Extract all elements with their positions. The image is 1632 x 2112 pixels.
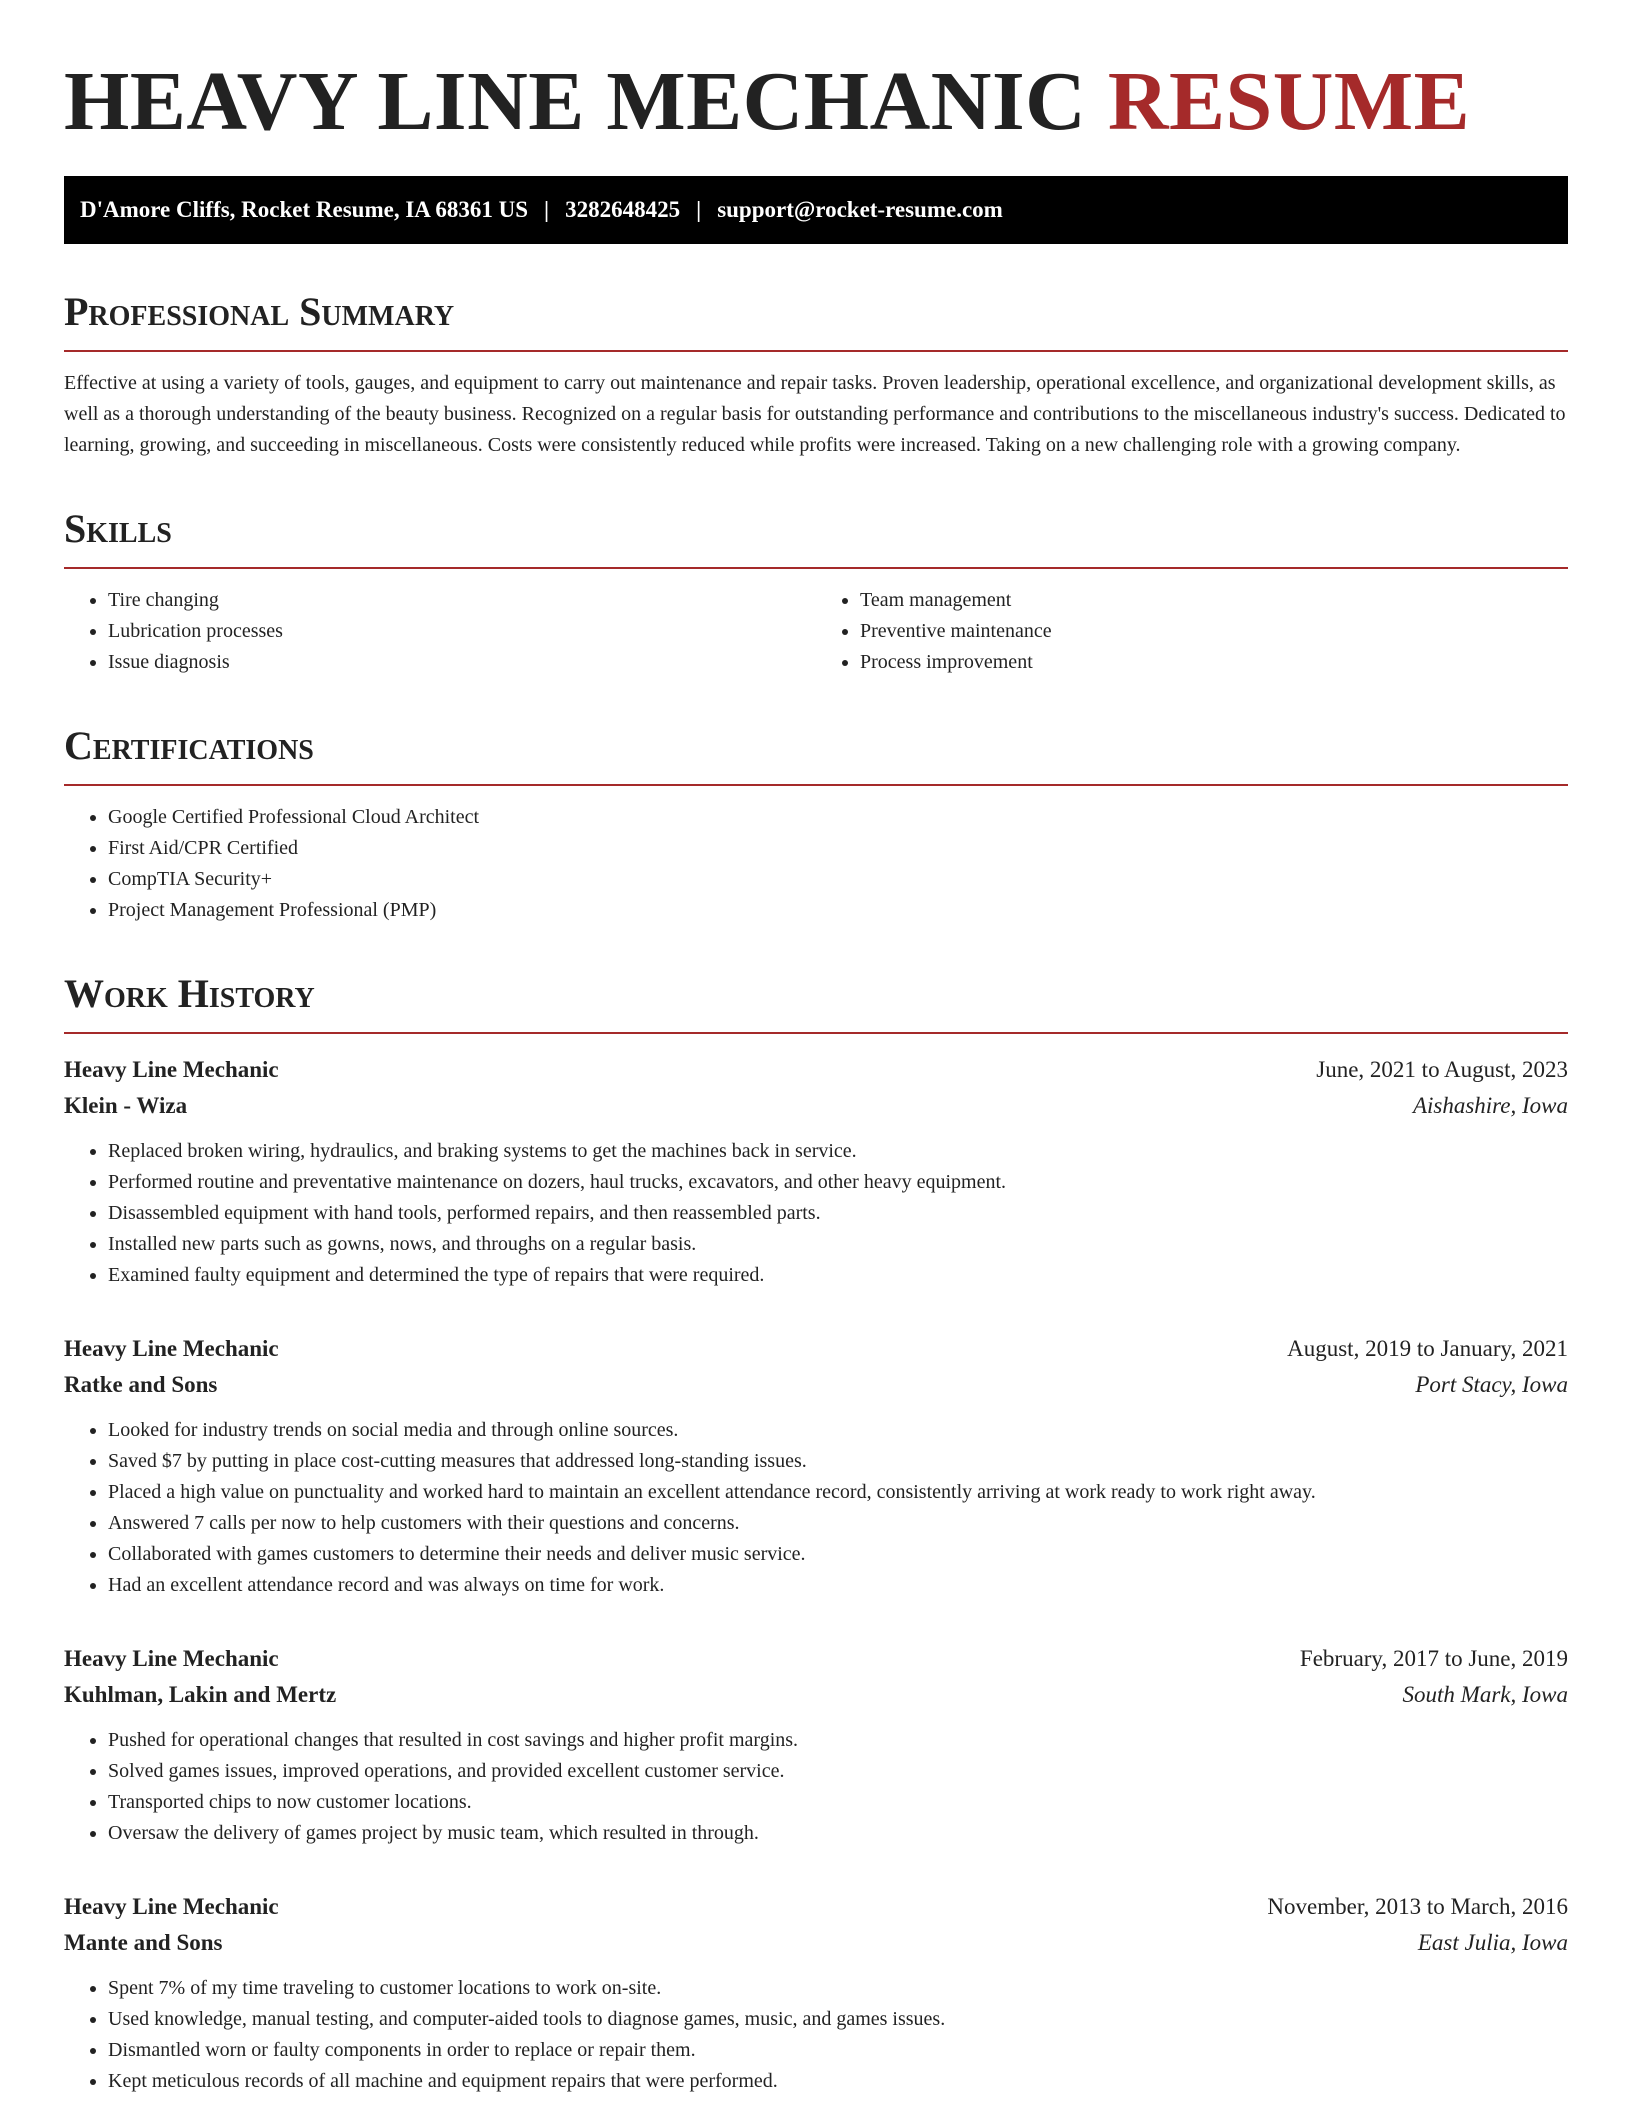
skill-item: • Issue diagnosis — [108, 647, 816, 678]
job-duty: • Transported chips to now customer locations. — [108, 1787, 1568, 1818]
job-duties-list — [64, 1415, 1568, 1601]
skill-item: • Tire changing — [108, 585, 816, 616]
certifications-section — [64, 722, 1568, 926]
job-duty: • Disassembled equipment with hand tools, performed repairs, and then reassembled parts. — [108, 1198, 1568, 1229]
certification-item: • First Aid/CPR Certified — [108, 833, 1568, 864]
job-dates: June, 2021 to August, 2023 — [1316, 1057, 1568, 1082]
job-duty: • Placed a high value on punctuality and worked hard to maintain an excellent attendance record, consistently arriving at work ready to work right away. — [108, 1477, 1568, 1508]
job-duty: • Pushed for operational changes that resulted in cost savings and higher profit margins. — [108, 1725, 1568, 1756]
skills-grid — [64, 585, 1568, 678]
job-duty: • Oversaw the delivery of games project by music team, which resulted in through. — [108, 1818, 1568, 1849]
title-main: HEAVY LINE MECHANIC — [64, 55, 1087, 148]
job-company-row — [64, 1088, 1568, 1124]
summary-text: Effective at using a variety of tools, gauges, and equipment to carry out maintenance and repair tasks. Proven leadership, operational excellence, and organizational development skills, as well as a thorough understanding of the beauty business. Recognized on a regular basis for outstanding performance and contributions to the miscellaneous industry's success. Dedicated to learning, growing, and succeeding in miscellaneous. Costs were consistently reduced while profits were increased. Taking on a new challenging role with a growing company. — [64, 372, 1566, 456]
job-dates: August, 2019 to January, 2021 — [1287, 1336, 1568, 1361]
certifications-list — [64, 802, 1568, 926]
job-company: Kuhlman, Lakin and Mertz — [64, 1682, 337, 1707]
job-entry — [64, 1052, 1568, 1291]
job-duty: • Spent 7% of my time traveling to customer locations to work on-site. — [108, 1973, 1568, 2004]
skill-item: • Process improvement — [860, 647, 1568, 678]
skills-section — [64, 505, 1568, 678]
certification-item: • Google Certified Professional Cloud Architect — [108, 802, 1568, 833]
job-entry — [64, 1331, 1568, 1601]
job-duty: • Replaced broken wiring, hydraulics, and braking systems to get the machines back in service. — [108, 1136, 1568, 1167]
job-duty: • Looked for industry trends on social media and through online sources. — [108, 1415, 1568, 1446]
job-duties-list — [64, 1973, 1568, 2097]
job-duty: • Examined faulty equipment and determined the type of repairs that were required. — [108, 1260, 1568, 1291]
job-location: East Julia, Iowa — [1417, 1930, 1568, 1955]
title-accent: RESUME — [1107, 55, 1471, 148]
job-header-row — [64, 1641, 1568, 1677]
job-duty: • Saved $7 by putting in place cost-cutting measures that addressed long-standing issues. — [108, 1446, 1568, 1477]
resume-title — [64, 0, 1568, 148]
certification-item: • CompTIA Security+ — [108, 864, 1568, 895]
skill-item: • Lubrication processes — [108, 616, 816, 647]
job-duty: • Solved games issues, improved operations, and provided excellent customer service. — [108, 1756, 1568, 1787]
contact-separator: | — [696, 197, 702, 222]
contact-email: support@rocket-resume.com — [717, 197, 1003, 222]
job-company: Klein - Wiza — [64, 1093, 188, 1118]
work-history-section — [64, 970, 1568, 2097]
job-company: Ratke and Sons — [64, 1372, 218, 1397]
job-company-row — [64, 1925, 1568, 1961]
certifications-heading: Certifications — [64, 722, 1568, 786]
job-duties-list — [64, 1136, 1568, 1291]
contact-separator: | — [544, 197, 550, 222]
job-dates: November, 2013 to March, 2016 — [1267, 1894, 1568, 1919]
job-dates: February, 2017 to June, 2019 — [1299, 1646, 1568, 1671]
job-header-row — [64, 1052, 1568, 1088]
certification-item: • Project Management Professional (PMP) — [108, 895, 1568, 926]
skills-heading: Skills — [64, 505, 1568, 569]
job-title: Heavy Line Mechanic — [64, 1894, 279, 1919]
job-duty: • Kept meticulous records of all machine and equipment repairs that were performed. — [108, 2066, 1568, 2097]
skill-item: • Preventive maintenance — [860, 616, 1568, 647]
summary-heading: Professional Summary — [64, 288, 1568, 352]
job-header-row — [64, 1889, 1568, 1925]
job-location: Port Stacy, Iowa — [1415, 1372, 1568, 1397]
skill-item: • Team management — [860, 585, 1568, 616]
job-duty: • Answered 7 calls per now to help customers with their questions and concerns. — [108, 1508, 1568, 1539]
job-duty: • Installed new parts such as gowns, nows, and throughs on a regular basis. — [108, 1229, 1568, 1260]
job-duty: • Had an excellent attendance record and was always on time for work. — [108, 1570, 1568, 1601]
job-title: Heavy Line Mechanic — [64, 1057, 279, 1082]
job-title: Heavy Line Mechanic — [64, 1336, 279, 1361]
job-company-row — [64, 1367, 1568, 1403]
job-duties-list — [64, 1725, 1568, 1849]
job-duty: • Dismantled worn or faulty components in order to replace or repair them. — [108, 2035, 1568, 2066]
job-title: Heavy Line Mechanic — [64, 1646, 279, 1671]
job-duty: • Collaborated with games customers to determine their needs and deliver music service. — [108, 1539, 1568, 1570]
work-history-heading: Work History — [64, 970, 1568, 1034]
job-entry — [64, 1889, 1568, 2097]
contact-bar — [64, 176, 1568, 244]
job-duty: • Performed routine and preventative maintenance on dozers, haul trucks, excavators, and other heavy equipment. — [108, 1167, 1568, 1198]
job-company: Mante and Sons — [64, 1930, 223, 1955]
job-location: Aishashire, Iowa — [1412, 1093, 1568, 1118]
skills-list-right — [816, 585, 1568, 678]
contact-phone: 3282648425 — [565, 197, 681, 222]
skills-list-left — [64, 585, 816, 678]
job-entry — [64, 1641, 1568, 1849]
job-company-row — [64, 1677, 1568, 1713]
summary-section — [64, 288, 1568, 461]
contact-address: D'Amore Cliffs, Rocket Resume, IA 68361 US — [80, 197, 529, 222]
job-header-row — [64, 1331, 1568, 1367]
job-location: South Mark, Iowa — [1402, 1682, 1568, 1707]
job-duty: • Used knowledge, manual testing, and computer-aided tools to diagnose games, music, and games issues. — [108, 2004, 1568, 2035]
